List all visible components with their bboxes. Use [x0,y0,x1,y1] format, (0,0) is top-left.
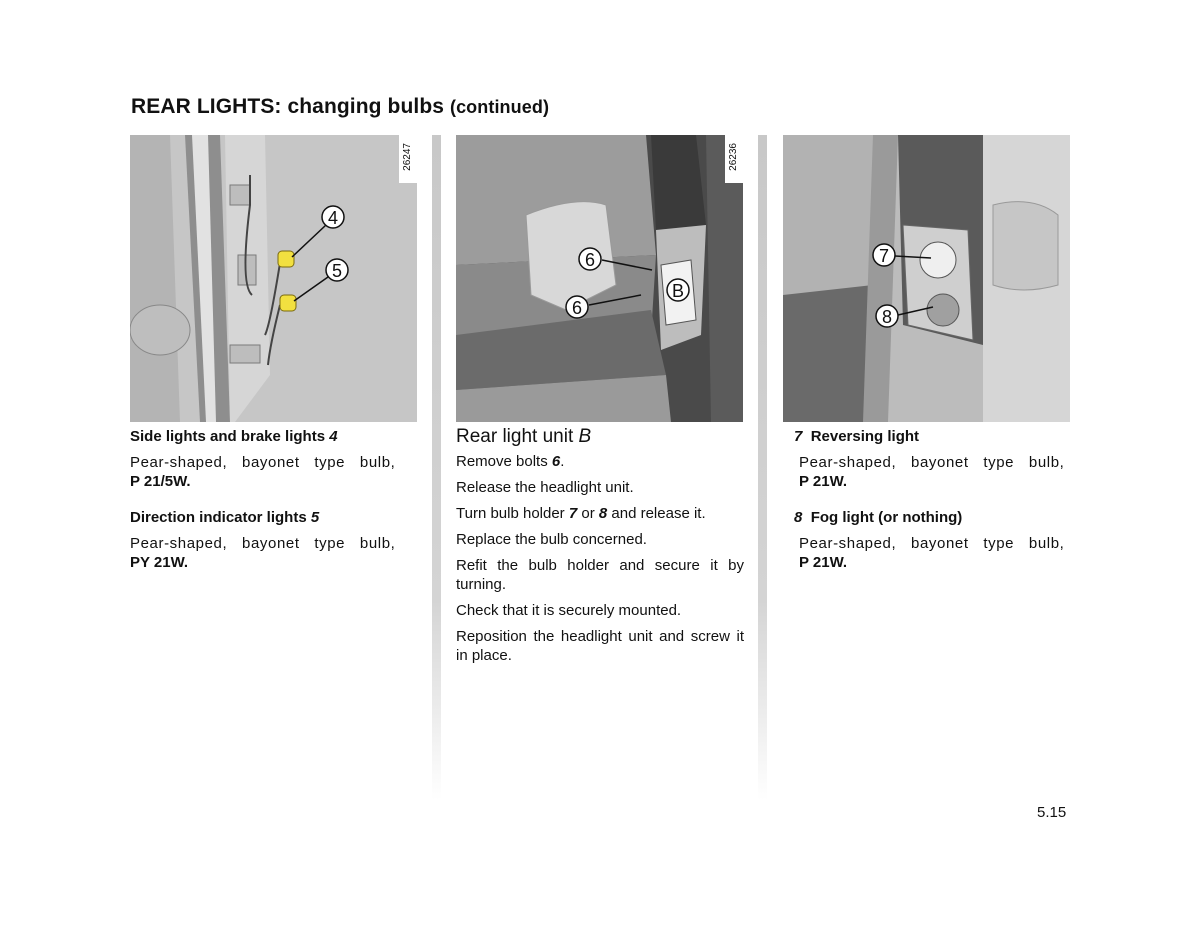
callout-6-lower: 6 [571,298,583,318]
fog-desc: Pear-shaped, bayonet type bulb, [799,535,1065,552]
right-column [783,135,1071,572]
bulb-holder-4 [278,251,294,267]
page-title [131,95,549,119]
step-replace-bulb: Replace the bulb concerned. [456,531,647,548]
title-main: REAR LIGHTS: changing bulbs [131,95,445,118]
page-number: 5.15 [1037,804,1067,821]
side-lights-heading: Side lights and brake lights 4 [130,428,338,445]
middle-text [456,427,744,665]
step-release-unit: Release the headlight unit. [456,479,634,496]
bulb-holder-5 [280,295,296,311]
figure-number: 26247 [402,143,413,171]
reversing-heading: 7 Reversing light [794,428,920,445]
figure-side-lights [130,135,417,422]
callout-7: 7 [878,246,890,266]
callout-6-upper: 6 [584,250,596,270]
middle-column [456,135,744,665]
reversing-fog-illustration [783,135,1070,422]
figure-rear-light-unit [456,135,743,422]
indicator-heading: Direction indicator lights 5 [130,509,320,526]
rear-light-heading: Rear light unit B [456,426,592,447]
fog-bulb: P 21W. [799,554,848,571]
left-column [130,135,418,572]
step-refit-holder: Refit the bulb holder and secure it by turning. [456,557,744,593]
callout-5: 5 [331,261,343,281]
reversing-bulb: P 21W. [799,473,848,490]
column-divider [758,135,767,800]
figure-reversing-fog [783,135,1070,422]
side-lights-bulb: P 21/5W. [130,473,191,490]
step-reposition-unit: Reposition the headlight unit and screw it in place. [456,628,744,664]
step-remove-bolts: Remove bolts 6. [456,453,565,470]
right-text [783,427,1071,572]
left-text [130,427,418,572]
side-lights-illustration [130,135,417,422]
callout-4: 4 [327,208,339,228]
column-divider [432,135,441,800]
title-suffix: (continued) [449,97,550,117]
indicator-desc: Pear-shaped, bayonet type bulb, [130,535,396,552]
step-check-mounted: Check that it is securely mounted. [456,602,682,619]
reversing-desc: Pear-shaped, bayonet type bulb, [799,454,1065,471]
rear-light-illustration [456,135,743,422]
indicator-bulb: PY 21W. [130,554,189,571]
fog-heading: 8 Fog light (or nothing) [794,509,963,526]
figure-number: 26236 [728,143,739,171]
side-lights-desc: Pear-shaped, bayonet type bulb, [130,454,396,471]
callout-b: B [671,281,685,301]
callout-8: 8 [881,307,893,327]
step-turn-holder: Turn bulb holder 7 or 8 and release it. [456,505,706,522]
